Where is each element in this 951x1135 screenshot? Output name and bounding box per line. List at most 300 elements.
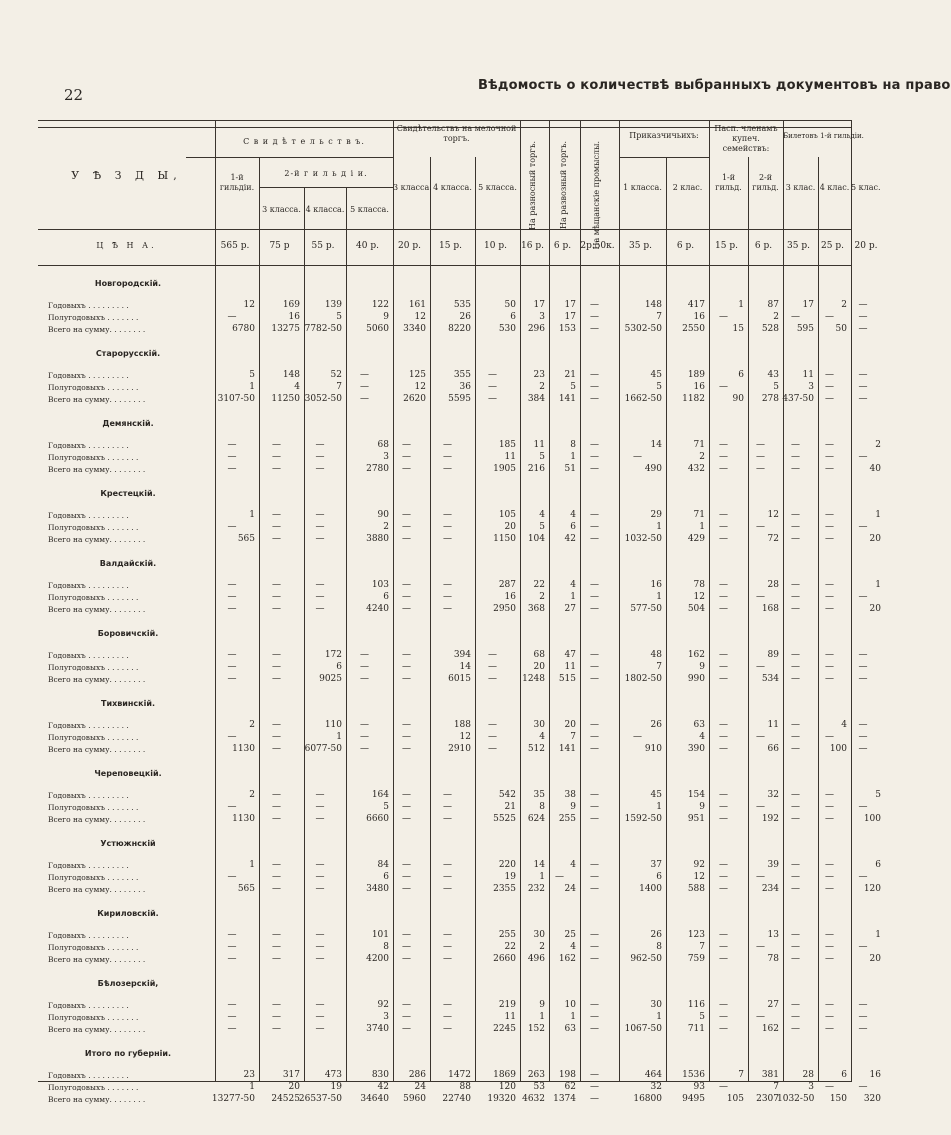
table-cell: — — [315, 814, 325, 824]
table-cell: — — [227, 650, 237, 660]
table-cell: 150 — [829, 1094, 847, 1104]
table-cell: 71 — [693, 440, 705, 450]
row-label: Всего на сумму. . . . . . . . — [48, 885, 146, 894]
table-cell: 15 — [732, 324, 744, 334]
table-cell: — — [315, 802, 325, 812]
table-cell: 148 — [644, 300, 662, 310]
table-cell: — — [590, 930, 599, 940]
row-label: Годовыхъ . . . . . . . . . — [48, 791, 129, 800]
table-cell: 490 — [644, 464, 662, 474]
table-cell: — — [272, 1012, 281, 1022]
table-cell: — — [402, 954, 411, 964]
table-cell: — — [858, 674, 868, 684]
prik-header: Приказчичьихъ: — [629, 131, 699, 140]
table-cell: 588 — [687, 884, 705, 894]
row-label: Полугодовыхъ . . . . . . . — [48, 803, 139, 812]
table-cell: — — [443, 1012, 452, 1022]
table-cell: 38 — [564, 790, 576, 800]
table-cell: 1905 — [493, 464, 516, 474]
table-cell: 11 — [504, 1012, 516, 1022]
table-cell: 4 — [294, 382, 300, 392]
pg1-header: 1-й гильд. — [715, 173, 742, 192]
table-cell: 1 — [699, 522, 705, 532]
table-cell: 93 — [693, 1082, 705, 1092]
table-cell: — — [756, 592, 765, 602]
table-cell: — — [756, 662, 765, 672]
table-cell: — — [272, 930, 281, 940]
table-cell: — — [315, 1024, 325, 1034]
table-cell: 11 — [504, 452, 516, 462]
table-cell: — — [791, 522, 800, 532]
table-cell: — — [272, 1024, 281, 1034]
table-cell: — — [825, 872, 834, 882]
table-cell: 6780 — [232, 324, 255, 334]
table-cell: 42 — [564, 534, 576, 544]
table-cell: — — [443, 954, 452, 964]
table-cell: — — [443, 534, 452, 544]
table-cell: 32 — [767, 790, 779, 800]
table-cell: — — [227, 954, 237, 964]
table-cell: 255 — [498, 930, 516, 940]
table-cell: 25 — [564, 930, 576, 940]
table-cell: 432 — [687, 464, 705, 474]
table-cell: — — [825, 662, 834, 672]
table-cell: — — [488, 732, 497, 742]
table-cell: 3480 — [366, 884, 389, 894]
table-cell: 6 — [336, 662, 342, 672]
table-cell: 21 — [504, 802, 516, 812]
svid-small-header: Свидѣтельствъ на мелочной торгъ. — [396, 124, 517, 143]
table-cell: 162 — [558, 954, 576, 964]
table-cell: — — [719, 580, 728, 590]
table-cell: 141 — [558, 744, 576, 754]
price-cell: 10 р. — [484, 241, 507, 251]
table-cell: 384 — [527, 394, 545, 404]
table-cell: 13277-50 — [211, 1094, 255, 1104]
table-cell: — — [272, 674, 281, 684]
table-cell: — — [858, 744, 868, 754]
table-cell: — — [227, 580, 237, 590]
row-label: Полугодовыхъ . . . . . . . — [48, 1013, 139, 1022]
table-cell: — — [590, 662, 599, 672]
table-cell: — — [825, 394, 834, 404]
section-heading: Новгородскій. — [94, 279, 162, 288]
table-cell: 9 — [570, 802, 576, 812]
table-cell: — — [719, 604, 728, 614]
table-cell: 68 — [533, 650, 545, 660]
table-cell: — — [360, 370, 369, 380]
table-cell: 2950 — [493, 604, 516, 614]
table-cell: 72 — [767, 534, 779, 544]
table-cell: — — [488, 650, 497, 660]
table-cell: — — [825, 382, 834, 392]
table-cell: 263 — [527, 1070, 545, 1080]
table-cell: 1 — [249, 510, 255, 520]
table-cell: 11 — [767, 720, 779, 730]
table-cell: 35 — [533, 790, 545, 800]
table-cell: 528 — [761, 324, 779, 334]
table-cell: — — [402, 440, 411, 450]
table-cell: 17 — [533, 300, 545, 310]
table-cell: — — [272, 860, 281, 870]
table-cell: 7782-50 — [304, 324, 342, 334]
table-cell: 162 — [761, 1024, 779, 1034]
table-cell: — — [443, 860, 452, 870]
table-cell: — — [315, 884, 325, 894]
row-label: Годовыхъ . . . . . . . . . — [48, 861, 129, 870]
table-cell: 7 — [336, 382, 342, 392]
table-cell: 4632 — [522, 1094, 545, 1104]
table-cell: 1150 — [493, 534, 516, 544]
table-cell: — — [443, 440, 452, 450]
table-cell: — — [825, 884, 834, 894]
table-cell: 43 — [767, 370, 779, 380]
table-cell: — — [402, 674, 411, 684]
table-cell: 5 — [570, 382, 576, 392]
table-cell: 5 — [383, 802, 389, 812]
table-cell: — — [590, 872, 599, 882]
table-cell: 103 — [371, 580, 389, 590]
table-cell: — — [227, 1024, 237, 1034]
table-cell: 6 — [738, 370, 744, 380]
table-cell: — — [590, 464, 599, 474]
table-cell: — — [791, 662, 800, 672]
table-cell: — — [590, 592, 599, 602]
table-cell: 12 — [693, 872, 705, 882]
row-label: Полугодовыхъ . . . . . . . — [48, 523, 139, 532]
table-cell: 8 — [570, 440, 576, 450]
table-cell: — — [719, 954, 728, 964]
price-cell: 2р.50к. — [580, 241, 615, 251]
table-cell: 1 — [875, 580, 881, 590]
table-cell: 4 — [570, 942, 576, 952]
table-cell: — — [719, 802, 728, 812]
table-cell: — — [443, 452, 452, 462]
table-cell: — — [590, 884, 599, 894]
table-cell: — — [272, 662, 281, 672]
table-cell: — — [791, 930, 800, 940]
table-cell: 100 — [829, 744, 847, 754]
table-cell: 220 — [498, 860, 516, 870]
table-cell: — — [858, 394, 868, 404]
table-cell: 92 — [693, 860, 705, 870]
section-heading: Демянскій. — [102, 419, 154, 428]
table-cell: — — [360, 720, 369, 730]
table-cell: — — [315, 452, 325, 462]
table-cell: 19 — [504, 872, 516, 882]
table-cell: 26 — [650, 720, 662, 730]
table-cell: 2 — [841, 300, 847, 310]
table-cell: 830 — [371, 1070, 389, 1080]
table-cell: 12 — [459, 732, 471, 742]
table-cell: 381 — [761, 1070, 779, 1080]
row-label: Полугодовыхъ . . . . . . . — [48, 1083, 139, 1092]
table-cell: — — [719, 510, 728, 520]
table-cell: 759 — [687, 954, 705, 964]
table-cell: 1536 — [682, 1070, 705, 1080]
table-cell: 3052-50 — [304, 394, 342, 404]
table-cell: 6 — [383, 592, 389, 602]
table-cell: 13 — [767, 930, 779, 940]
table-cell: — — [858, 872, 868, 882]
table-cell: — — [402, 534, 411, 544]
table-cell: — — [858, 382, 868, 392]
table-cell: 7 — [656, 662, 662, 672]
table-cell: — — [315, 954, 325, 964]
table-cell: — — [719, 440, 728, 450]
table-cell: 88 — [459, 1082, 471, 1092]
table-cell: 2 — [773, 312, 779, 322]
table-cell: — — [825, 942, 834, 952]
table-cell: 1 — [656, 522, 662, 532]
table-cell: — — [590, 814, 599, 824]
table-cell: — — [825, 1000, 834, 1010]
row-label: Всего на сумму. . . . . . . . — [48, 675, 146, 684]
table-cell: 16 — [650, 580, 662, 590]
row-label: Полугодовыхъ . . . . . . . — [48, 733, 139, 742]
table-cell: — — [402, 744, 411, 754]
bil-header: Билетовъ 1-й гильдіи. — [783, 132, 864, 140]
table-cell: — — [719, 1012, 728, 1022]
table-cell: 40 — [869, 464, 881, 474]
table-cell: 5595 — [448, 394, 471, 404]
table-cell: — — [858, 1082, 868, 1092]
table-cell: — — [488, 720, 497, 730]
table-cell: — — [402, 814, 411, 824]
table-cell: — — [402, 720, 411, 730]
table-cell: 5525 — [493, 814, 516, 824]
table-cell: — — [858, 1024, 868, 1034]
section-heading: Тихвинскій. — [101, 699, 155, 708]
table-cell: 5060 — [366, 324, 389, 334]
table-cell: — — [633, 732, 642, 742]
table-cell: — — [227, 732, 237, 742]
table-cell: 1662-50 — [624, 394, 662, 404]
table-cell: — — [402, 790, 411, 800]
table-cell: 169 — [282, 300, 300, 310]
table-cell: 1182 — [682, 394, 705, 404]
table-cell: 100 — [863, 814, 881, 824]
table-cell: 22 — [533, 580, 545, 590]
table-cell: 19320 — [487, 1094, 516, 1104]
table-cell: — — [791, 1000, 800, 1010]
table-cell: 164 — [371, 790, 389, 800]
table-cell: 14 — [650, 440, 662, 450]
table-cell: — — [315, 522, 325, 532]
table-cell: 429 — [687, 534, 705, 544]
table-cell: — — [590, 300, 599, 310]
row-label: Годовыхъ . . . . . . . . . — [48, 1001, 129, 1010]
table-cell: — — [858, 370, 868, 380]
table-cell: — — [719, 662, 728, 672]
table-cell: 47 — [564, 650, 576, 660]
table-cell: — — [719, 814, 728, 824]
table-cell: 8 — [539, 802, 545, 812]
table-cell: 2 — [383, 522, 389, 532]
table-cell: 7 — [699, 942, 705, 952]
table-cell: 9 — [699, 662, 705, 672]
section-heading: Старорусскій. — [95, 349, 161, 358]
table-cell: 16 — [869, 1070, 881, 1080]
table-cell: 52 — [330, 370, 342, 380]
table-cell: — — [227, 440, 237, 450]
table-cell: 89 — [767, 650, 779, 660]
price-cell: 25 р. — [821, 241, 844, 251]
price-cell: 565 р. — [220, 241, 250, 251]
table-cell: 105 — [726, 1094, 744, 1104]
table-cell: — — [756, 440, 765, 450]
table-cell: — — [590, 1094, 599, 1104]
table-cell: — — [402, 802, 411, 812]
table-cell: 12 — [414, 312, 426, 322]
table-cell: 530 — [498, 324, 516, 334]
table-cell: — — [719, 1082, 728, 1092]
table-cell: 120 — [863, 884, 881, 894]
table-cell: — — [858, 732, 868, 742]
row-label: Годовыхъ . . . . . . . . . — [48, 931, 129, 940]
table-cell: — — [791, 650, 800, 660]
table-cell: — — [315, 942, 325, 952]
table-cell: 11250 — [271, 394, 300, 404]
table-cell: 3340 — [403, 324, 426, 334]
sk5-header: 5 класса. — [478, 183, 517, 192]
table-cell: — — [272, 440, 281, 450]
table-cell: — — [858, 1000, 868, 1010]
table-cell: 123 — [687, 930, 705, 940]
table-cell: — — [791, 814, 800, 824]
table-cell: 5 — [656, 382, 662, 392]
table-cell: — — [402, 860, 411, 870]
section-heading: Валдайскій. — [99, 559, 157, 568]
table-cell: — — [227, 802, 237, 812]
table-cell: 168 — [761, 604, 779, 614]
table-cell: — — [315, 1000, 325, 1010]
table-cell: — — [227, 522, 237, 532]
table-cell: — — [719, 312, 728, 322]
b3-header: 3 клас. — [785, 183, 816, 192]
table-cell: 515 — [558, 674, 576, 684]
table-cell: 51 — [564, 464, 576, 474]
section-heading: Крестецкій. — [100, 489, 156, 498]
table-cell: 1130 — [232, 744, 255, 754]
table-cell: — — [272, 534, 281, 544]
table-cell: — — [719, 720, 728, 730]
table-cell: 22740 — [442, 1094, 471, 1104]
table-cell: 3107-50 — [217, 394, 255, 404]
table-cell: — — [719, 452, 728, 462]
table-cell: 27 — [564, 604, 576, 614]
table-cell: — — [825, 674, 834, 684]
table-cell: — — [633, 452, 642, 462]
row-label: Всего на сумму. . . . . . . . — [48, 1025, 146, 1034]
table-cell: 22 — [504, 942, 516, 952]
table-cell: 105 — [498, 510, 516, 520]
table-cell: — — [825, 1012, 834, 1022]
table-cell: — — [590, 534, 599, 544]
table-cell: — — [590, 382, 599, 392]
table-cell: — — [791, 954, 800, 964]
table-cell: — — [791, 802, 800, 812]
table-cell: — — [272, 522, 281, 532]
table-cell: — — [272, 720, 281, 730]
table-cell: — — [488, 394, 497, 404]
table-cell: — — [360, 662, 369, 672]
table-cell: — — [402, 464, 411, 474]
table-cell: — — [315, 860, 325, 870]
price-cell: 75 р — [269, 241, 290, 251]
table-cell: 7 — [738, 1070, 744, 1080]
table-cell: 50 — [835, 324, 847, 334]
table-cell: 11 — [533, 440, 545, 450]
table-cell: — — [719, 872, 728, 882]
table-cell: 2355 — [493, 884, 516, 894]
table-cell: — — [719, 790, 728, 800]
table-cell: — — [791, 580, 800, 590]
table-cell: — — [756, 802, 765, 812]
table-cell: — — [227, 1012, 237, 1022]
table-cell: — — [791, 884, 800, 894]
table-cell: 20 — [288, 1082, 300, 1092]
table-cell: 577-50 — [630, 604, 662, 614]
table-cell: 101 — [371, 930, 389, 940]
table-cell: 1067-50 — [624, 1024, 662, 1034]
row-label: Всего на сумму. . . . . . . . — [48, 325, 146, 334]
b4-header: 4 клас. — [819, 183, 850, 192]
table-cell: 6660 — [366, 814, 389, 824]
p1-header: 1 класса. — [623, 183, 662, 192]
table-cell: — — [719, 464, 728, 474]
table-cell: — — [402, 592, 411, 602]
table-cell: — — [590, 510, 599, 520]
price-cell: 6 р. — [754, 241, 773, 251]
table-cell: — — [272, 744, 281, 754]
row-label: Полугодовыхъ . . . . . . . — [48, 453, 139, 462]
table-cell: 1 — [656, 1012, 662, 1022]
table-cell: 13275 — [271, 324, 300, 334]
table-cell: — — [272, 802, 281, 812]
table-cell: — — [858, 592, 868, 602]
row-label: Годовыхъ . . . . . . . . . — [48, 441, 129, 450]
table-cell: 16 — [504, 592, 516, 602]
table-cell: 14 — [459, 662, 471, 672]
table-cell: 17 — [564, 312, 576, 322]
table-cell: 6 — [656, 872, 662, 882]
table-cell: 1 — [570, 1012, 576, 1022]
table-cell: 9495 — [682, 1094, 705, 1104]
table-cell: 19 — [330, 1082, 342, 1092]
table-cell: 5 — [875, 790, 881, 800]
table-cell: 255 — [558, 814, 576, 824]
table-cell: 504 — [687, 604, 705, 614]
table-cell: 4 — [570, 510, 576, 520]
table-cell: — — [825, 650, 834, 660]
table-cell: 71 — [693, 510, 705, 520]
table-cell: — — [791, 510, 800, 520]
table-cell: — — [227, 604, 237, 614]
table-cell: — — [315, 790, 325, 800]
table-cell: — — [719, 382, 728, 392]
page-title: Вѣдомость о количествѣ выбранныхъ документовъ на право — [478, 78, 951, 93]
table-cell: — — [402, 930, 411, 940]
row-label: Годовыхъ . . . . . . . . . — [48, 581, 129, 590]
table-cell: 6077-50 — [304, 744, 342, 754]
table-cell: — — [590, 1000, 599, 1010]
table-cell: — — [590, 580, 599, 590]
table-cell: — — [858, 324, 868, 334]
table-cell: — — [315, 464, 325, 474]
table-cell: — — [719, 732, 728, 742]
table-cell: — — [590, 790, 599, 800]
